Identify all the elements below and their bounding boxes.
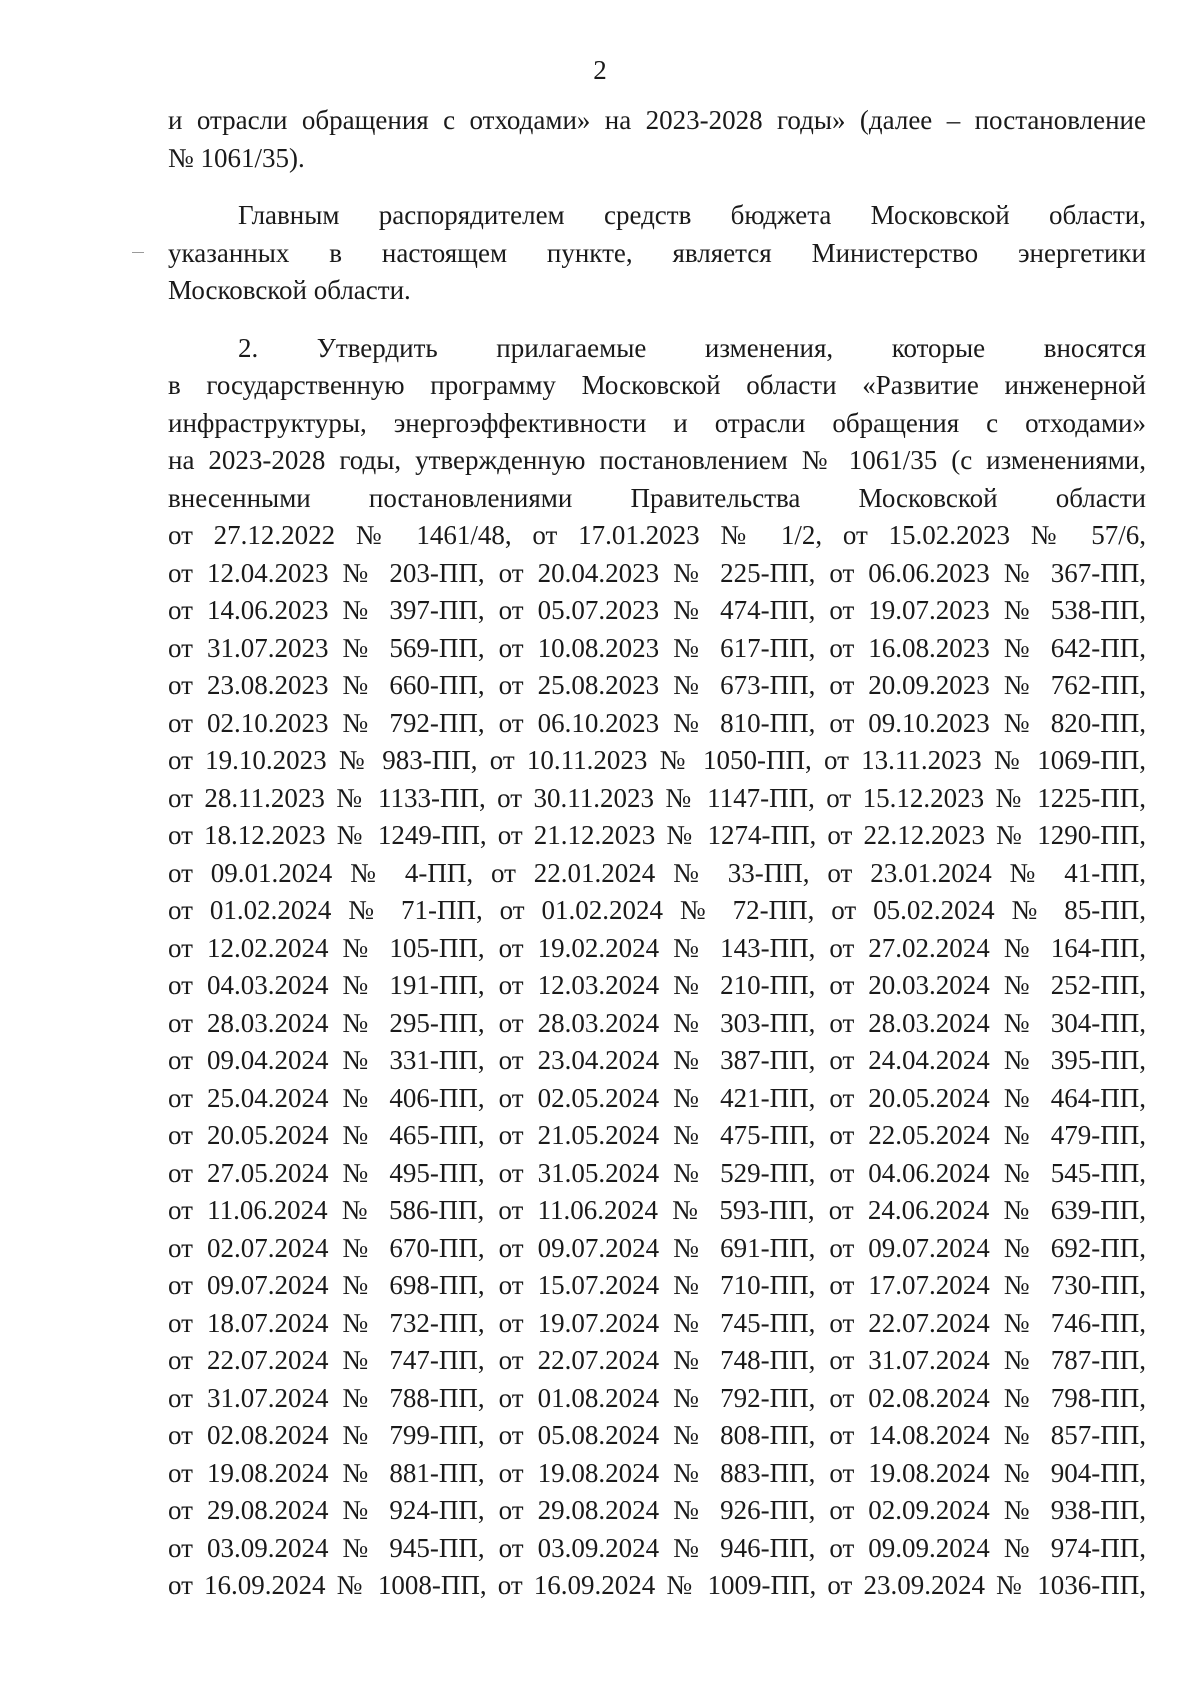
text-line: от 18.12.2023 № 1249-ПП, от 21.12.2023 № 1274-ПП, от 22.12.2023 № 1290-ПП, xyxy=(168,820,1146,850)
text-line: Главным распорядителем средств бюджета Московской области, xyxy=(238,200,1146,230)
text-line: от 11.06.2024 № 586-ПП, от 11.06.2024 № 593-ПП, от 24.06.2024 № 639-ПП, xyxy=(168,1195,1146,1225)
text-line: от 28.03.2024 № 295-ПП, от 28.03.2024 № 303-ПП, от 28.03.2024 № 304-ПП, xyxy=(168,1007,1146,1038)
text-line: от 12.02.2024 № 105-ПП, от 19.02.2024 № 143-ПП, от 27.02.2024 № 164-ПП, xyxy=(168,932,1146,963)
text-line: от 09.07.2024 № 698-ПП, от 15.07.2024 № 710-ПП, от 17.07.2024 № 730-ПП, xyxy=(168,1270,1146,1300)
text-line: от 19.08.2024 № 881-ПП, от 19.08.2024 № 883-ПП, от 19.08.2024 № 904-ПП, xyxy=(168,1457,1146,1488)
text-line: внесенными постановлениями Правительства Московской области xyxy=(168,482,1146,513)
text-line: от 31.07.2024 № 788-ПП, от 01.08.2024 № 792-ПП, от 02.08.2024 № 798-ПП, xyxy=(168,1382,1146,1413)
text-line: от 25.04.2024 № 406-ПП, от 02.05.2024 № 421-ПП, от 20.05.2024 № 464-ПП, xyxy=(168,1082,1146,1113)
paragraph-main-administrator xyxy=(168,197,1146,310)
text-line: от 29.08.2024 № 924-ПП, от 29.08.2024 № 926-ПП, от 02.09.2024 № 938-ПП, xyxy=(168,1495,1146,1525)
paragraph-continuation xyxy=(168,102,1146,177)
text-line: от 04.03.2024 № 191-ПП, от 12.03.2024 № 210-ПП, от 20.03.2024 № 252-ПП, xyxy=(168,970,1146,1000)
text-line: от 01.02.2024 № 71-ПП, от 01.02.2024 № 72-ПП, от 05.02.2024 № 85-ПП, xyxy=(168,895,1146,925)
text-line: от 27.05.2024 № 495-ПП, от 31.05.2024 № 529-ПП, от 04.06.2024 № 545-ПП, xyxy=(168,1157,1146,1188)
margin-mark xyxy=(132,252,144,253)
text-line: от 19.10.2023 № 983-ПП, от 10.11.2023 № 1050-ПП, от 13.11.2023 № 1069-ПП, xyxy=(168,745,1146,775)
text-line: от 16.09.2024 № 1008-ПП, от 16.09.2024 № 1009-ПП, от 23.09.2024 № 1036-ПП, xyxy=(168,1570,1146,1600)
text-line: от 14.06.2023 № 397-ПП, от 05.07.2023 № 474-ПП, от 19.07.2023 № 538-ПП, xyxy=(168,595,1146,625)
text-line: от 28.11.2023 № 1133-ПП, от 30.11.2023 № 1147-ПП, от 15.12.2023 № 1225-ПП, xyxy=(168,782,1146,813)
text-line: на 2023-2028 годы, утвержденную постановлением № 1061/35 (с изменениями, xyxy=(168,445,1146,475)
text-line: от 18.07.2024 № 732-ПП, от 19.07.2024 № 745-ПП, от 22.07.2024 № 746-ПП, xyxy=(168,1307,1146,1338)
document-body xyxy=(168,102,1146,1605)
text-line: от 27.12.2022 № 1461/48, от 17.01.2023 № 1/2, от 15.02.2023 № 57/6, xyxy=(168,520,1146,550)
text-line: от 20.05.2024 № 465-ПП, от 21.05.2024 № 475-ПП, от 22.05.2024 № 479-ПП, xyxy=(168,1120,1146,1150)
text-line: в государственную программу Московской области «Развитие инженерной xyxy=(168,370,1146,400)
text-line: от 09.04.2024 № 331-ПП, от 23.04.2024 № 387-ПП, от 24.04.2024 № 395-ПП, xyxy=(168,1045,1146,1075)
text-line: и отрасли обращения с отходами» на 2023-2028 годы» (далее – постановление xyxy=(168,105,1146,135)
text-line: Московской области. xyxy=(168,275,411,305)
text-line: от 09.01.2024 № 4-ПП, от 22.01.2024 № 33-ПП, от 23.01.2024 № 41-ПП, xyxy=(168,857,1146,888)
text-line: указанных в настоящем пункте, является Министерство энергетики xyxy=(168,237,1146,268)
text-line: от 02.08.2024 № 799-ПП, от 05.08.2024 № 808-ПП, от 14.08.2024 № 857-ПП, xyxy=(168,1420,1146,1450)
page-number: 2 xyxy=(593,55,607,85)
text-line: от 23.08.2023 № 660-ПП, от 25.08.2023 № 673-ПП, от 20.09.2023 № 762-ПП, xyxy=(168,670,1146,700)
text-line: 2. Утвердить прилагаемые изменения, которые вносятся xyxy=(238,332,1146,363)
text-line: от 31.07.2023 № 569-ПП, от 10.08.2023 № 617-ПП, от 16.08.2023 № 642-ПП, xyxy=(168,632,1146,663)
text-line: от 03.09.2024 № 945-ПП, от 03.09.2024 № 946-ПП, от 09.09.2024 № 974-ПП, xyxy=(168,1532,1146,1563)
text-line: от 22.07.2024 № 747-ПП, от 22.07.2024 № 748-ПП, от 31.07.2024 № 787-ПП, xyxy=(168,1345,1146,1375)
text-line: от 02.10.2023 № 792-ПП, от 06.10.2023 № 810-ПП, от 09.10.2023 № 820-ПП, xyxy=(168,707,1146,738)
text-line: инфраструктуры, энергоэффективности и отрасли обращения с отходами» xyxy=(168,407,1146,438)
text-line: от 02.07.2024 № 670-ПП, от 09.07.2024 № 691-ПП, от 09.07.2024 № 692-ПП, xyxy=(168,1232,1146,1263)
text-line: № 1061/35). xyxy=(168,142,305,173)
text-line: от 12.04.2023 № 203-ПП, от 20.04.2023 № 225-ПП, от 06.06.2023 № 367-ПП, xyxy=(168,557,1146,588)
paragraph-approve-changes xyxy=(168,330,1146,1605)
